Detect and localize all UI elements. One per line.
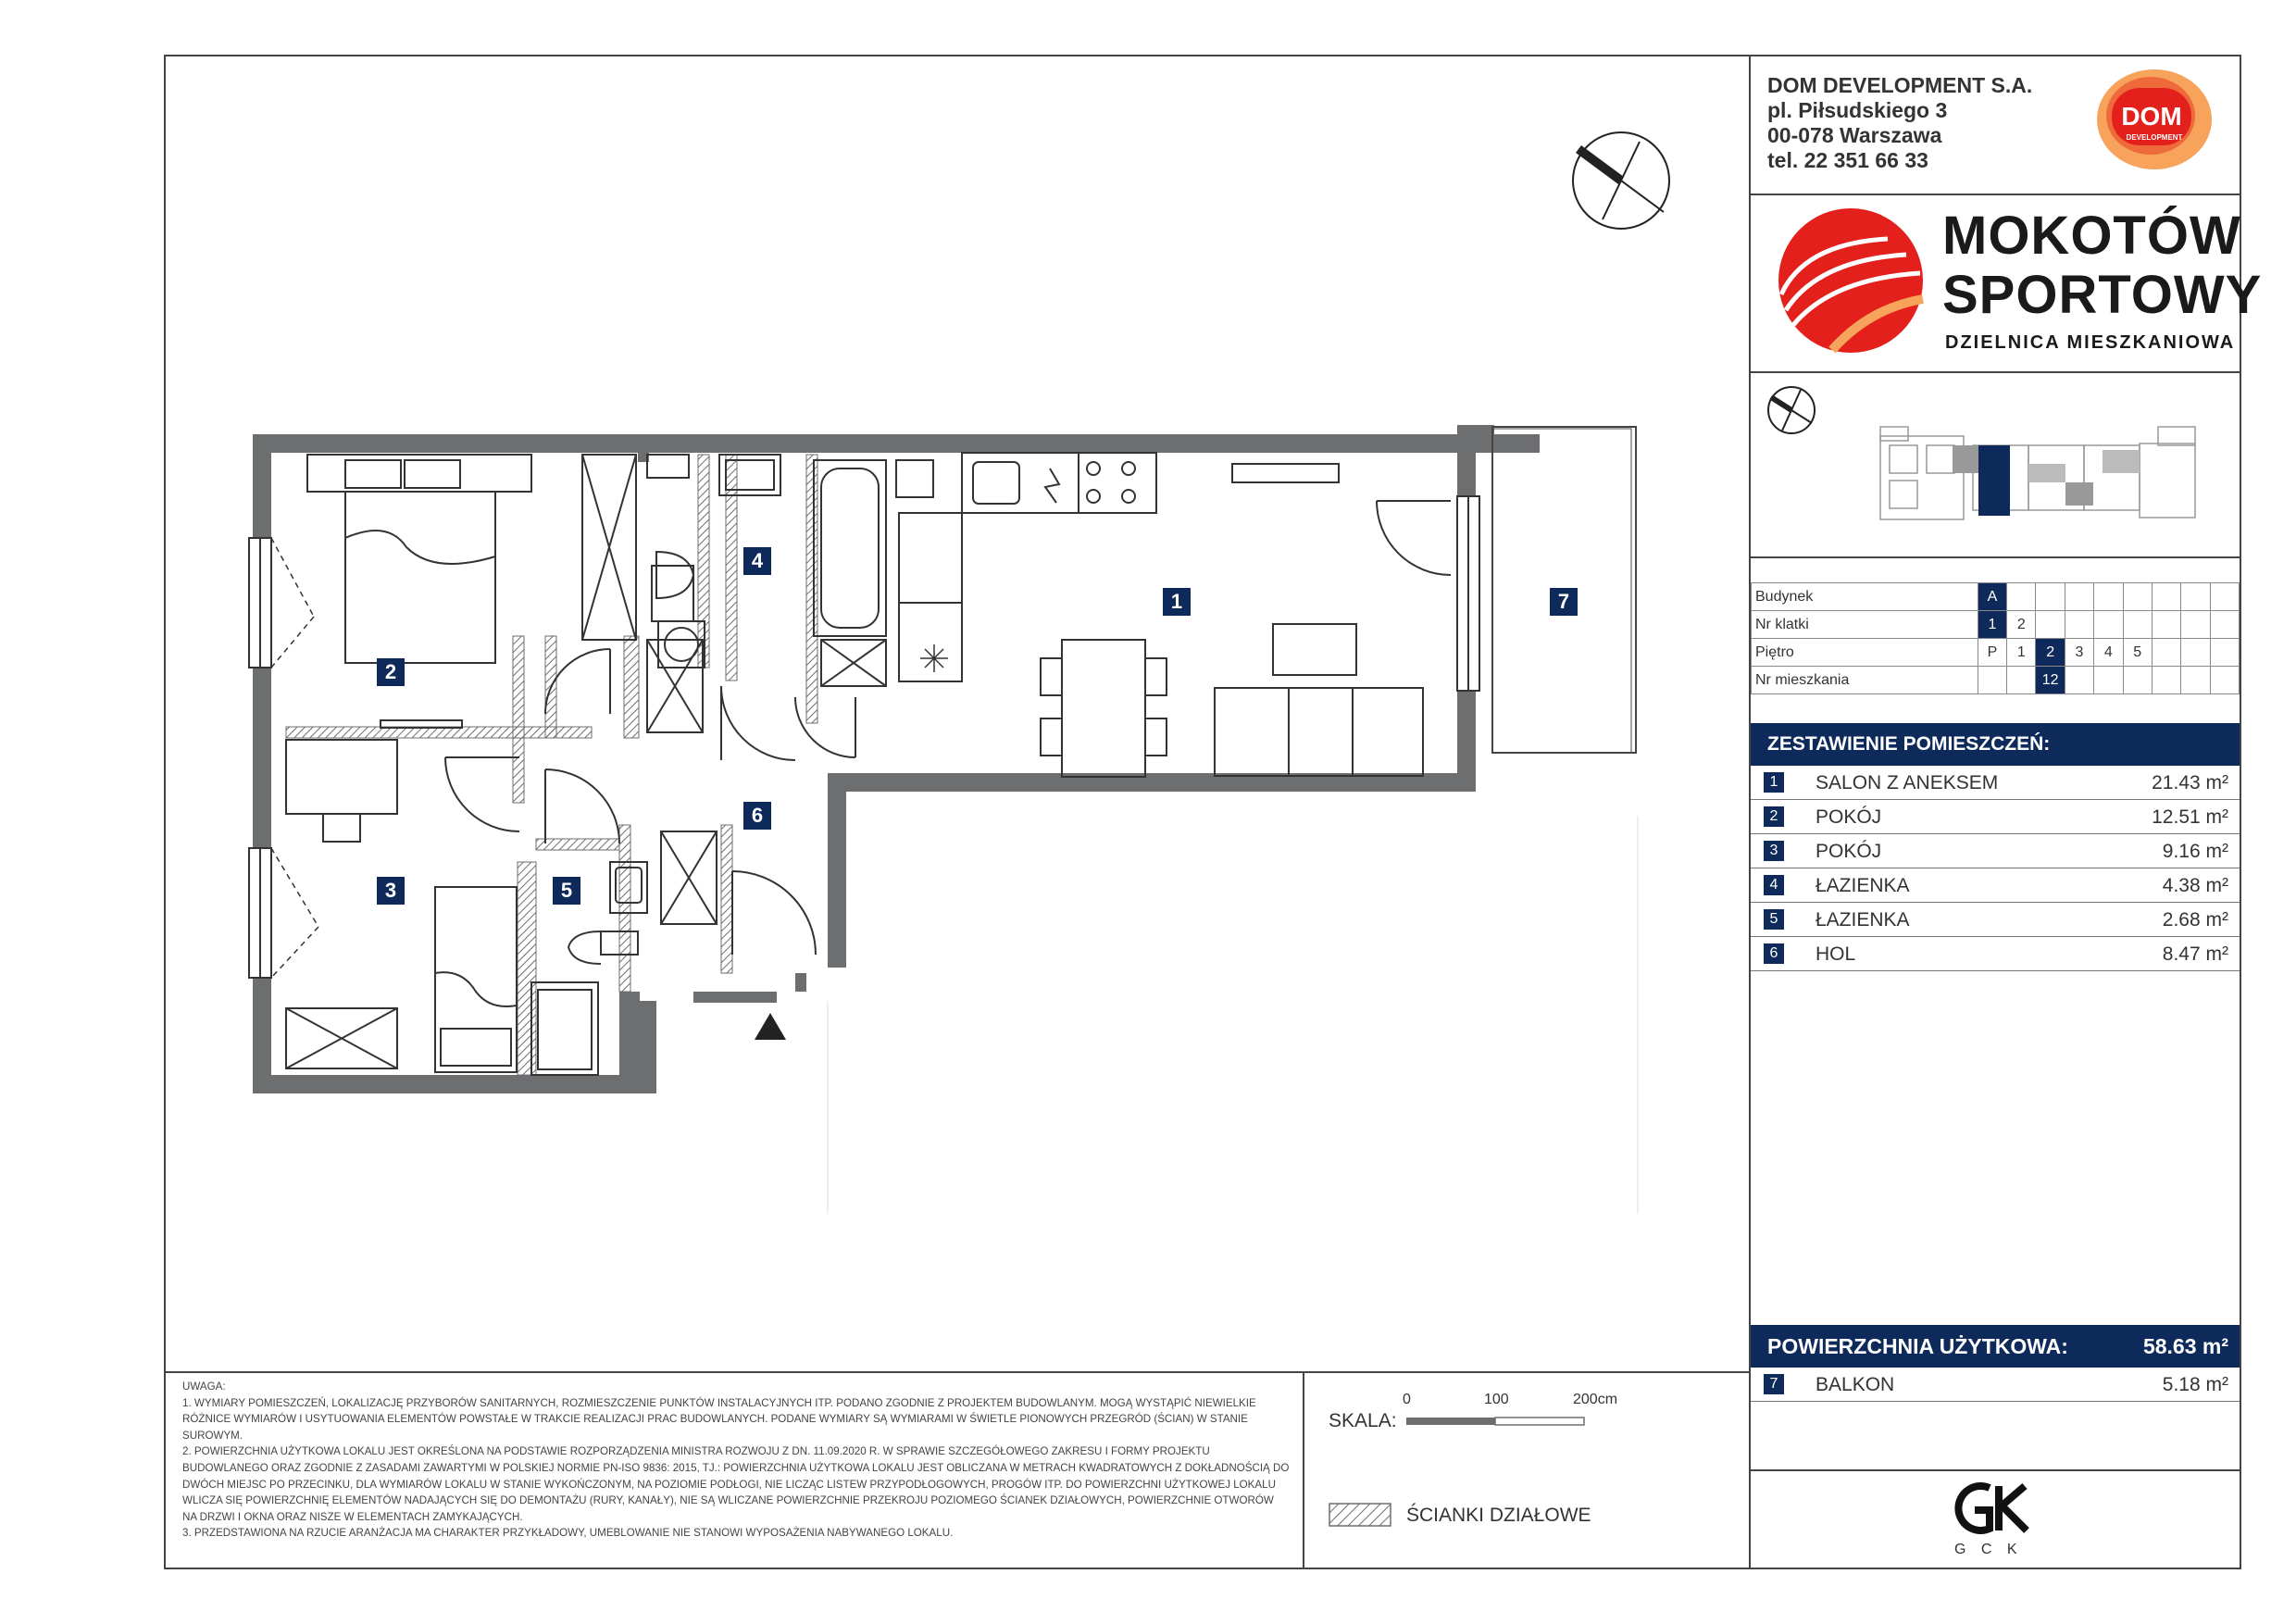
room-row <box>1751 868 2240 903</box>
room-area: 12.51 m² <box>2152 806 2228 828</box>
info-cell: 1 <box>1978 611 2006 639</box>
info-row <box>1752 583 2240 611</box>
room-num: 6 <box>1764 943 1784 964</box>
info-label: Nr mieszkania <box>1752 667 1978 694</box>
notes-box <box>166 1371 1304 1568</box>
room-area: 5.18 m² <box>2162 1374 2228 1395</box>
info-cell <box>2123 583 2152 611</box>
sofa <box>1215 624 1423 776</box>
usable-area-value: 58.63 m² <box>2142 1334 2228 1358</box>
bed-double <box>307 455 531 663</box>
info-cell <box>2123 611 2152 639</box>
info-cell <box>2210 611 2239 639</box>
info-cell <box>2065 611 2093 639</box>
key-plan <box>1751 371 2240 558</box>
room-tag-6: 6 <box>743 802 771 830</box>
info-cell <box>2094 611 2123 639</box>
floor-plan-drawing <box>166 56 1749 1371</box>
info-cell <box>2210 667 2239 694</box>
brand-line-3: DZIELNICA MIESZKANIOWA <box>1945 332 2236 353</box>
info-cell <box>2181 611 2210 639</box>
compass-small-icon <box>1768 387 1815 433</box>
info-cell <box>2181 583 2210 611</box>
info-cell: 2 <box>2036 639 2065 667</box>
info-label: Budynek <box>1752 583 1978 611</box>
notes-text <box>182 1379 1290 1542</box>
side-panel <box>1749 56 2263 1568</box>
info-cell <box>2152 639 2180 667</box>
room-area: 4.38 m² <box>2162 875 2228 896</box>
info-cell: 4 <box>2094 639 2123 667</box>
company-header <box>1751 56 2240 195</box>
kitchen-fixtures <box>899 453 1156 681</box>
unit-info-table <box>1751 582 2240 694</box>
note-1: 1. WYMIARY POMIESZCZEŃ, LOKALIZACJĘ PRZYBORÓW SANITARNYCH, ROZMIESZCZENIE PUNKTÓW INSTALACYJNYCH ITP. PODANO ZGODNIE Z PROJEKTEM BUDOWLANYM. MOGĄ WYSTĄPIĆ NIEWIELKIE RÓŻNICE WYMIARÓW I USYTUOWANIA ELEMENTÓW POWSTAŁE W TRAKCIE REALIZACJI PRAC BUDOWLANYCH. PODANE WYMIARY SĄ WYMIARAMI W ŚWIETLE PIONOWYCH PRZEGRÓD (ŚCIAN) W STANIE SUROWYM. <box>182 1396 1256 1442</box>
info-cell <box>2007 583 2036 611</box>
balcony-row <box>1751 1368 2240 1402</box>
info-cell: A <box>1978 583 2006 611</box>
room-area: 21.43 m² <box>2152 772 2228 793</box>
room-name: ŁAZIENKA <box>1816 909 1910 931</box>
room-name: POKÓJ <box>1816 806 1882 828</box>
brand-header <box>1751 194 2263 373</box>
room-tag-3: 3 <box>377 877 405 905</box>
room-row <box>1751 834 2240 868</box>
room-name: BALKON <box>1816 1374 1895 1395</box>
note-2: 2. POWIERZCHNIA UŻYTKOWA LOKALU JEST OKREŚLONA NA PODSTAWIE ROZPORZĄDZENIA MINISTRA ROZWOJU Z DN. 11.09.2020 R. W SPRAWIE SZCZEGÓŁOWEGO ZAKRESU I FORMY PROJEKTU BUDOWLANEGO ORAZ ZGODNIE Z ZASADAMI ZAWARTYMI W POLSKIEJ NORMIE PN-ISO 9836: 2015, TJ.: POWIERZCHNIA UŻYTKOWA LOKALU JEST OBLICZANA W METRACH KWADRATOWYCH Z DOKŁADNOŚCIĄ DO DWÓCH MIEJSC PO PRZECINKU, DLA WYMIARÓW LOKALU W STANIE WYKOŃCZONYM, NA POZIOMIE PODŁOGI, NIE LICZĄC LISTEW PRZYPODŁOGOWYCH, PROGÓW ITP. DO POWIERZCHNI UŻYTKOWEJ LOKALU WLICZA SIĘ POWIERZCHNIĘ ELEMENTÓW NADAJĄCYCH SIĘ DO DEMONTAŻU (RURY, KANAŁY), NIE SĄ WLICZANE POWIERZCHNIE PRZEKROJU POZIOMEGO ŚCIANEK DZIAŁOWYCH, POWIERZCHNIE OTWORÓW NA DRZWI I OKNA ORAZ NISZE W ELEMENTACH ZAMYKAJĄCYCH. <box>182 1445 1290 1523</box>
info-cell <box>2007 667 2036 694</box>
company-phone: tel. 22 351 66 33 <box>1767 148 1928 172</box>
info-label: Piętro <box>1752 639 1978 667</box>
info-cell <box>2152 611 2180 639</box>
brand-line-1: MOKOTÓW <box>1942 206 2241 266</box>
scale-label: SKALA: <box>1329 1410 1397 1431</box>
company-address-1: pl. Piłsudskiego 3 <box>1767 98 1948 122</box>
info-cell: 5 <box>2123 639 2152 667</box>
dining-set <box>1041 640 1167 777</box>
room-area: 2.68 m² <box>2162 909 2228 931</box>
room-tag-1: 1 <box>1163 588 1191 616</box>
room-name: HOL <box>1816 943 1856 965</box>
info-cell <box>2094 583 2123 611</box>
info-cell <box>2065 667 2093 694</box>
usable-area-total <box>1751 1325 2240 1368</box>
info-row <box>1752 611 2240 639</box>
room-tag-5: 5 <box>553 877 580 905</box>
room-name: ŁAZIENKA <box>1816 875 1910 896</box>
info-cell <box>2036 583 2065 611</box>
gck-letters: G C K <box>1954 1542 2023 1557</box>
entrance-icon <box>755 1013 786 1040</box>
info-cell: 1 <box>2007 639 2036 667</box>
info-cell <box>2181 639 2210 667</box>
room-num: 5 <box>1764 909 1784 930</box>
info-label: Nr klatki <box>1752 611 1978 639</box>
room-row <box>1751 1368 2240 1402</box>
room-num: 7 <box>1764 1374 1784 1394</box>
room-num: 2 <box>1764 806 1784 827</box>
guidelines <box>828 816 1638 1214</box>
room-num: 3 <box>1764 841 1784 861</box>
info-cell <box>1978 667 2006 694</box>
sheet-frame <box>164 55 2263 1569</box>
mokotow-sportowy-logo <box>1777 206 1925 355</box>
room-row <box>1751 903 2240 937</box>
rooms-list <box>1751 766 2240 971</box>
room-name: SALON Z ANEKSEM <box>1816 772 1999 793</box>
room-name: POKÓJ <box>1816 841 1882 862</box>
bathroom-4-fixtures <box>647 455 933 668</box>
room-row <box>1751 937 2240 971</box>
info-cell: 2 <box>2007 611 2036 639</box>
info-cell: 12 <box>2036 667 2065 694</box>
room-area: 9.16 m² <box>2162 841 2228 862</box>
note-3: 3. PRZEDSTAWIONA NA RZUCIE ARANŻACJA MA CHARAKTER PRZYKŁADOWY, UMEBLOWANIE NIE STANOWI WYPOSAŻENIA NABYWANEGO LOKALU. <box>182 1527 954 1540</box>
scale-tick-200: 200cm <box>1573 1392 1618 1407</box>
usable-area-label: POWIERZCHNIA UŻYTKOWA: <box>1767 1334 2068 1358</box>
room-tag-2: 2 <box>377 658 405 686</box>
brand-line-2: SPORTOWY <box>1942 265 2263 325</box>
info-cell <box>2036 611 2065 639</box>
gck-logo-box <box>1751 1469 2240 1569</box>
doors <box>445 501 1451 955</box>
scale-tick-100: 100 <box>1484 1392 1509 1407</box>
floor-plan <box>166 56 1749 1371</box>
info-row <box>1752 639 2240 667</box>
company-name: DOM DEVELOPMENT S.A. <box>1767 73 2033 97</box>
radiator <box>1232 464 1339 482</box>
info-cell <box>2065 583 2093 611</box>
info-cell: 3 <box>2065 639 2093 667</box>
compass-icon <box>1573 132 1669 229</box>
info-cell <box>2094 667 2123 694</box>
info-cell: P <box>1978 639 2006 667</box>
key-plan-drawing <box>1751 371 2240 556</box>
company-address-2: 00-078 Warszawa <box>1767 123 1942 147</box>
notes-header: UWAGA: <box>182 1380 226 1393</box>
gck-logo <box>1945 1480 2038 1536</box>
room-row <box>1751 800 2240 834</box>
scale-box <box>1304 1371 1749 1569</box>
room-tag-4: 4 <box>743 547 771 575</box>
info-cell <box>2123 667 2152 694</box>
room-num: 1 <box>1764 772 1784 793</box>
room-row <box>1751 766 2240 800</box>
info-cell <box>2210 639 2239 667</box>
info-cell <box>2210 583 2239 611</box>
bed-single <box>435 887 517 1072</box>
svg-text:DOM: DOM <box>2121 102 2182 131</box>
scale-tick-0: 0 <box>1403 1392 1411 1407</box>
svg-text:DEVELOPMENT: DEVELOPMENT <box>2126 133 2183 142</box>
scale-bar <box>1406 1414 1647 1432</box>
hatch-legend-icon <box>1329 1503 1391 1527</box>
room-area: 8.47 m² <box>2162 943 2228 965</box>
desk <box>286 740 397 842</box>
rooms-summary-title: ZESTAWIENIE POMIESZCZEŃ: <box>1751 723 2240 766</box>
info-cell <box>2152 583 2180 611</box>
window-swing <box>271 538 318 978</box>
legend-partition-walls: ŚCIANKI DZIAŁOWE <box>1406 1505 1591 1526</box>
dom-development-logo <box>2093 68 2214 171</box>
room-tag-7: 7 <box>1550 588 1578 616</box>
info-row <box>1752 667 2240 694</box>
info-cell <box>2181 667 2210 694</box>
info-cell <box>2152 667 2180 694</box>
room-num: 4 <box>1764 875 1784 895</box>
